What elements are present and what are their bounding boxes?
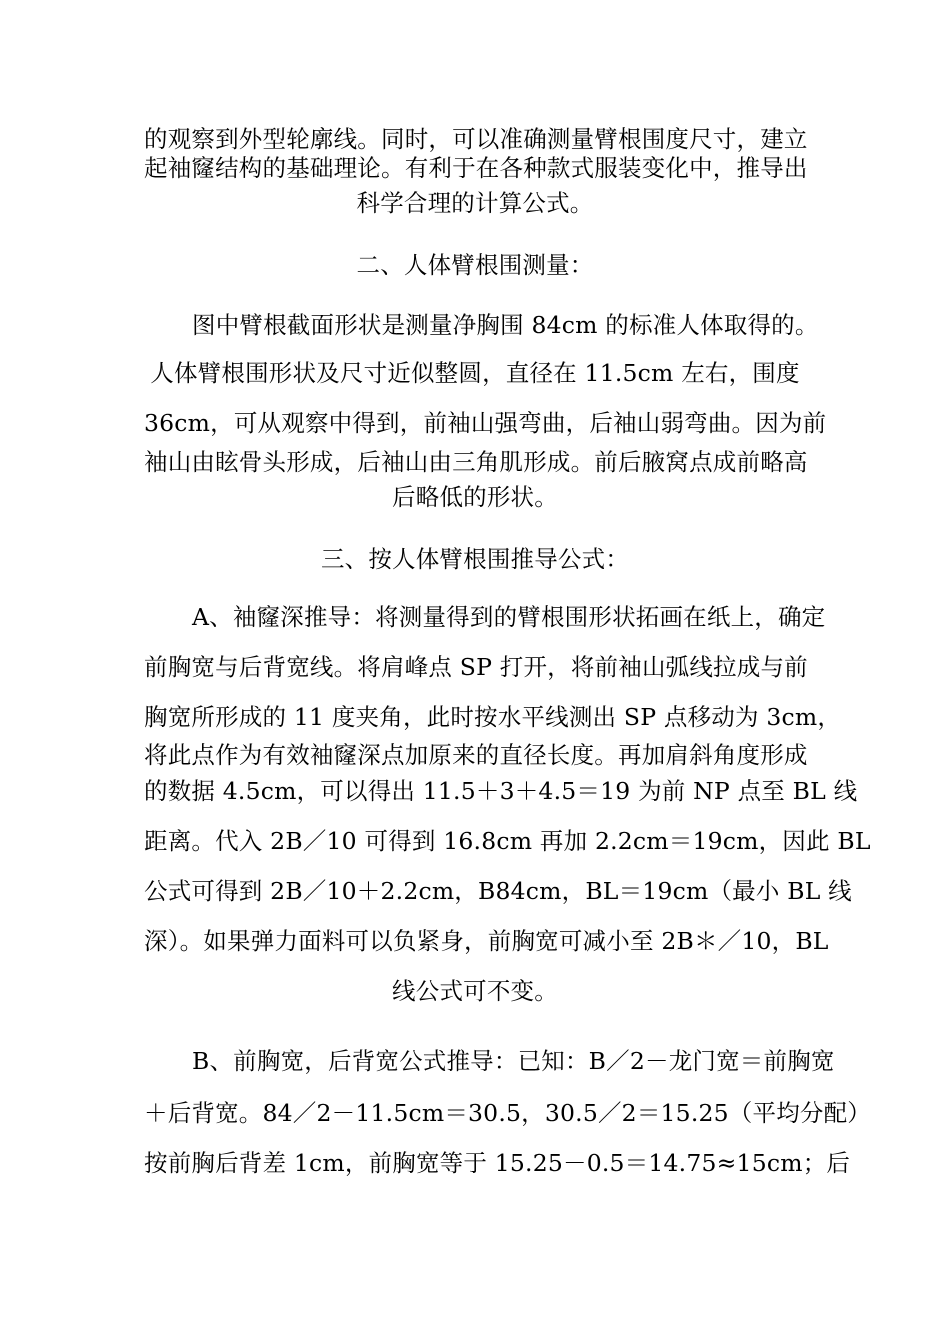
text-line: 深）。如果弹力面料可以负紧身，前胸宽可减小至 2B＊／10，BL (144, 927, 829, 955)
text-line: A、袖窿深推导：将测量得到的臂根围形状拓画在纸上，确定 (192, 603, 826, 631)
text-line: 公式可得到 2B／10＋2.2cm，B84cm，BL＝19cm（最小 BL 线 (144, 877, 852, 905)
text-line: 的数据 4.5cm，可以得出 11.5＋3＋4.5＝19 为前 NP 点至 BL 线 (144, 777, 858, 805)
text-line: 36cm，可从观察中得到，前袖山强弯曲，后袖山弱弯曲。因为前 (144, 409, 827, 437)
text-line: B、前胸宽，后背宽公式推导：已知：B／2－龙门宽＝前胸宽 (192, 1047, 835, 1075)
text-line: 线公式可不变。 (392, 977, 558, 1005)
text-line: 将此点作为有效袖窿深点加原来的直径长度。再加肩斜角度形成 (144, 741, 808, 769)
text-line: 人体臂根围形状及尺寸近似整圆，直径在 11.5cm 左右，围度 (150, 359, 800, 387)
section-heading: 三、按人体臂根围推导公式： (320, 545, 630, 573)
text-line: 距离。代入 2B／10 可得到 16.8cm 再加 2.2cm＝19cm，因此 BL (144, 827, 871, 855)
text-line: 前胸宽与后背宽线。将肩峰点 SP 打开，将前袖山弧线拉成与前 (144, 653, 808, 681)
text-line: 科学合理的计算公式。 (356, 189, 594, 217)
text-line: 后略低的形状。 (392, 483, 558, 511)
text-line: 胸宽所形成的 11 度夹角，此时按水平线测出 SP 点移动为 3cm， (144, 703, 842, 731)
text-line: 图中臂根截面形状是测量净胸围 84cm 的标准人体取得的。 (192, 311, 819, 339)
text-line: 按前胸后背差 1cm，前胸宽等于 15.25－0.5＝14.75≈15cm；后 (144, 1149, 851, 1177)
section-heading: 二、人体臂根围测量： (356, 251, 594, 279)
text-line: 袖山由眩骨头形成，后袖山由三角肌形成。前后腋窝点成前略高 (144, 448, 808, 476)
text-line: ＋后背宽。84／2－11.5cm＝30.5，30.5／2＝15.25（平均分配） (144, 1099, 871, 1127)
text-line: 的观察到外型轮廓线。同时，可以准确测量臂根围度尺寸，建立 (144, 125, 808, 153)
text-line: 起袖窿结构的基础理论。有利于在各种款式服装变化中，推导出 (144, 154, 808, 182)
